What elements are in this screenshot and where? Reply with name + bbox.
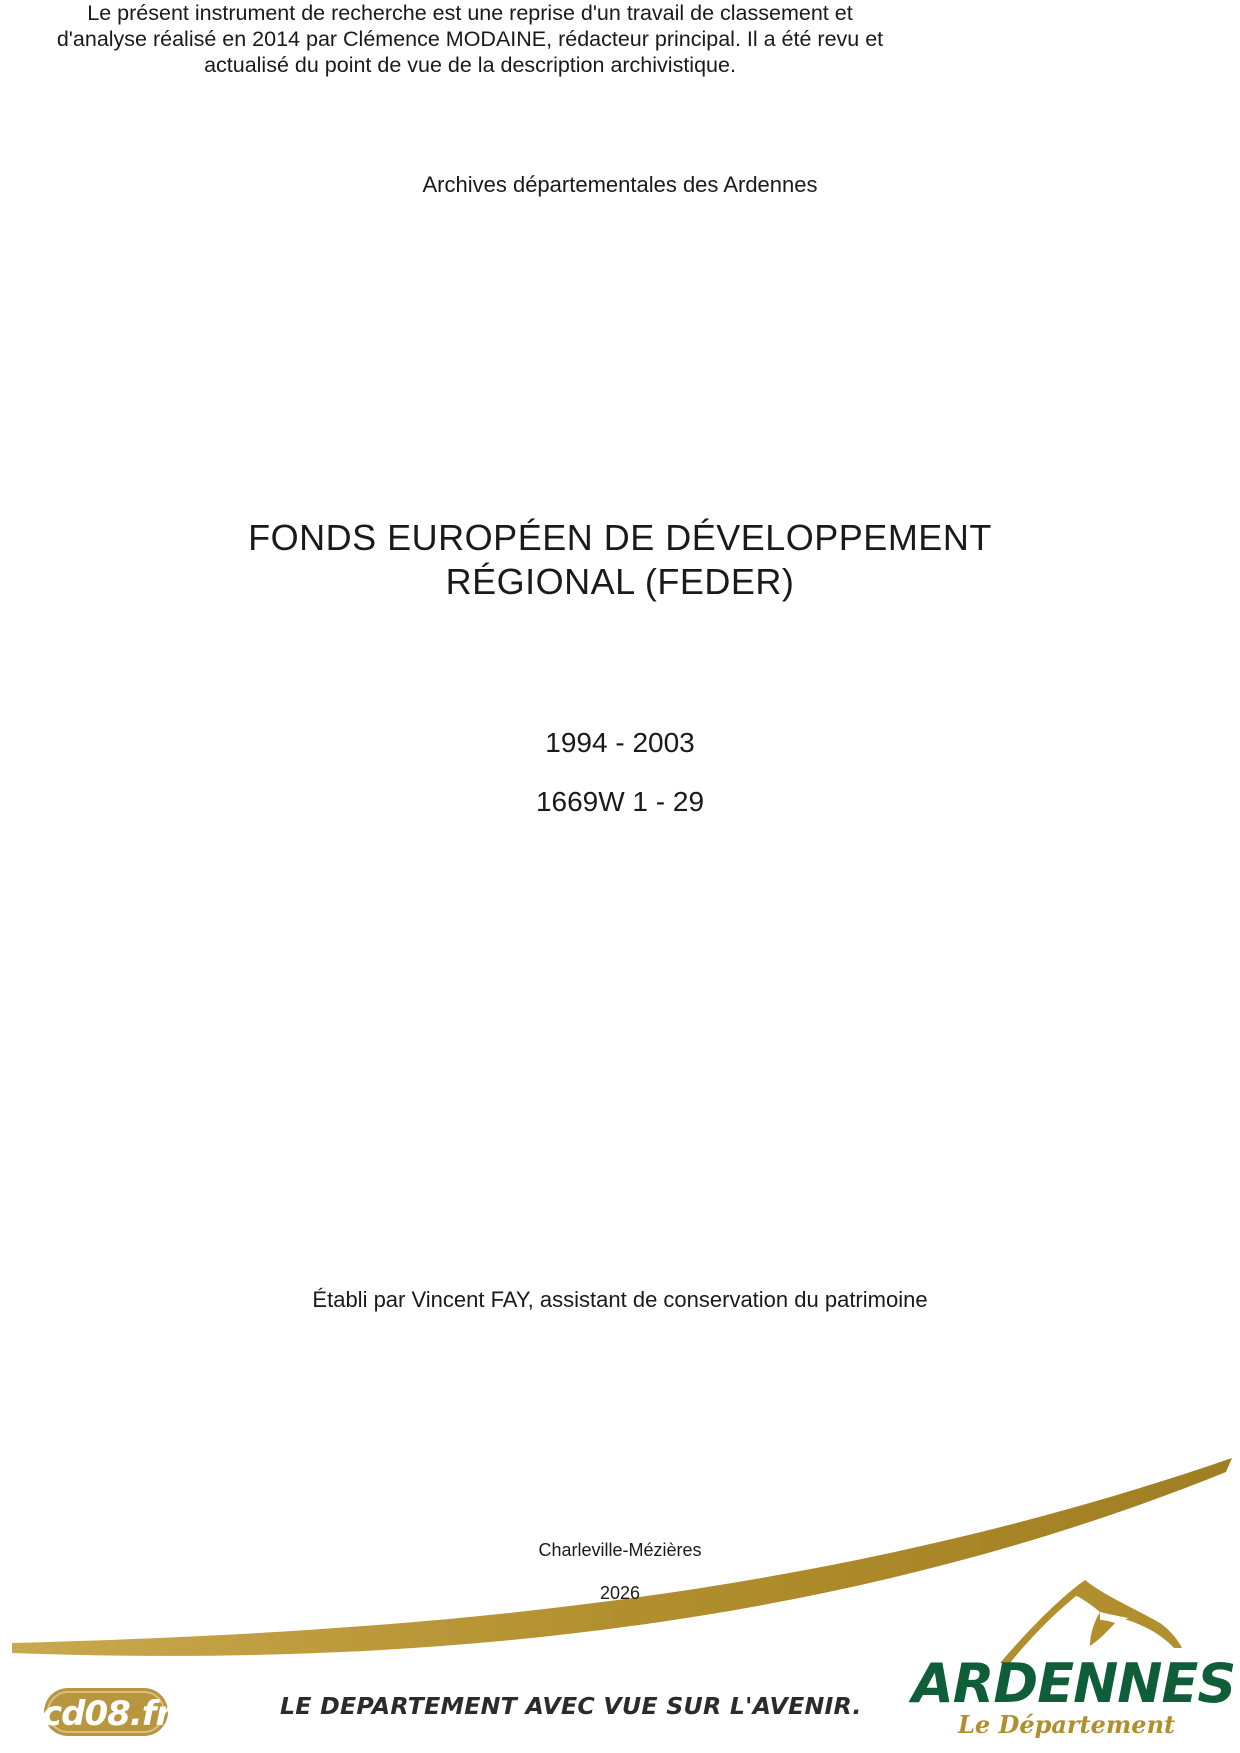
place-name: Charleville-Mézières [538,1540,702,1560]
archive-reference: 1669W 1 - 29 [535,786,705,817]
publication-year: 2026 [599,1583,641,1603]
author-credit: Établi par Vincent FAY, assistant de conservation du patrimoine [312,1287,928,1312]
cd08-logo-text: cd08.fr [42,1694,172,1734]
ardennes-subtitle: Le Département [958,1710,1176,1739]
document-title [0,516,1240,604]
description-note [0,0,940,78]
department-slogan: LE DEPARTEMENT AVEC VUE SUR L'AVENIR. [280,1694,862,1720]
title-line-2: RÉGIONAL (FEDER) [445,561,795,602]
institution-name: Archives départementales des Ardennes [422,172,818,197]
ardennes-wordmark: ARDENNES [912,1652,1236,1715]
note-line-3: actualisé du point de vue de la description archivistique. [204,53,736,77]
note-line-1: Le présent instrument de recherche est une reprise d'un travail de classement et [87,1,853,25]
date-range: 1994 - 2003 [545,727,695,758]
note-line-2: d'analyse réalisé en 2014 par Clémence MODAINE, rédacteur principal. Il a été revu et [56,27,884,51]
title-line-1: FONDS EUROPÉEN DE DÉVELOPPEMENT [248,517,992,558]
